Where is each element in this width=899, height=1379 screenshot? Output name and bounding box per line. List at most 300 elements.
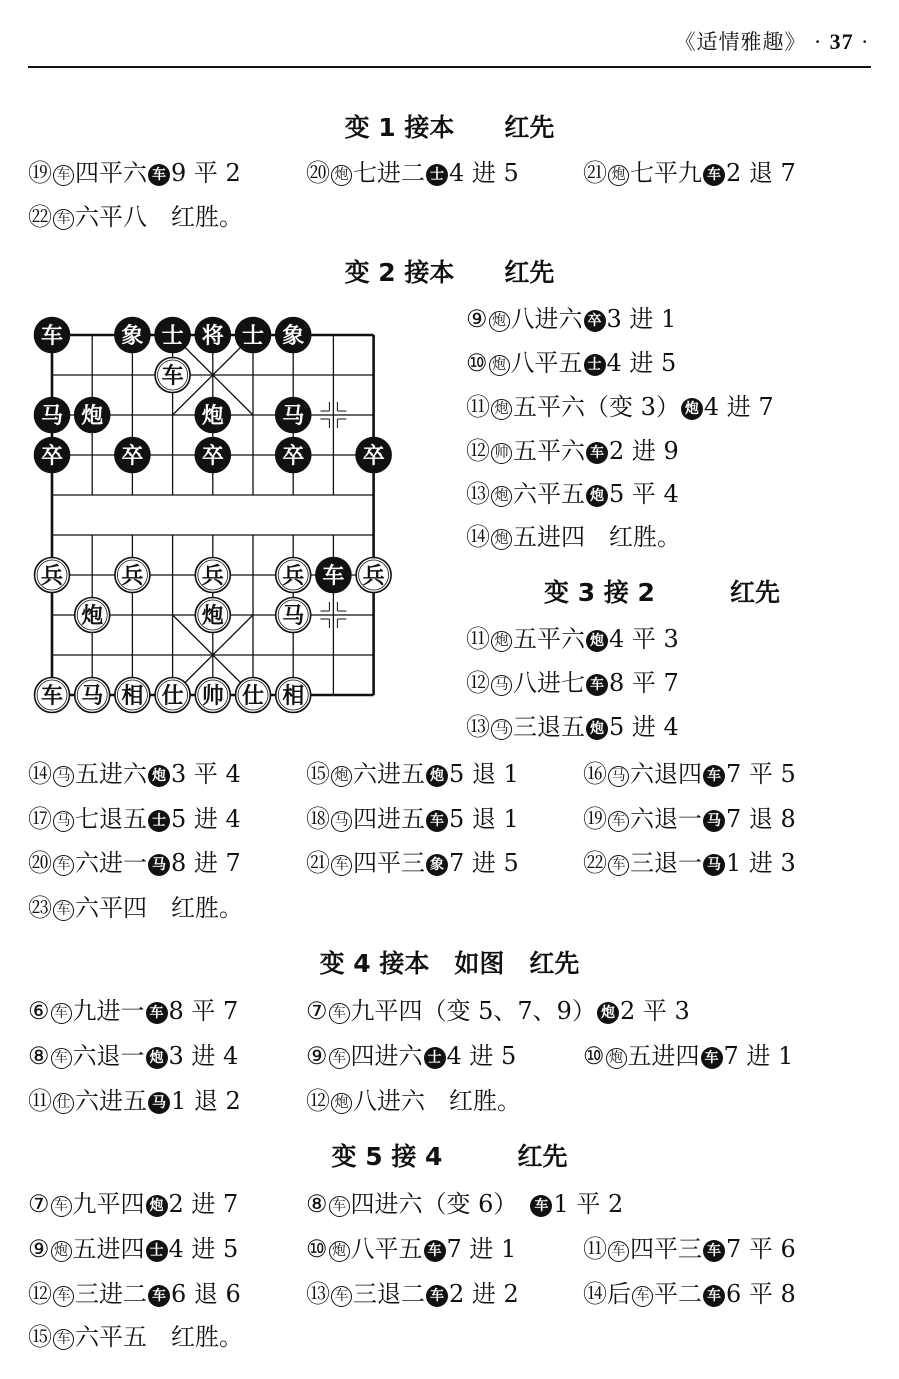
move-number: ⑪: [28, 1087, 52, 1115]
move-reply: 8 平 7: [168, 997, 239, 1025]
black-piece-icon: 车: [701, 1047, 723, 1069]
red-piece-icon: 马: [608, 766, 629, 787]
move-number: ⑥: [28, 997, 50, 1025]
move-line: [28, 1322, 243, 1352]
black-piece-icon: 炮: [597, 1002, 619, 1024]
red-piece-相: [115, 678, 150, 713]
move-text: 五进四: [72, 1235, 145, 1263]
black-piece-icon: 卒: [584, 310, 606, 332]
move-reply: 9 平 2: [171, 159, 241, 187]
move-entry: [306, 804, 583, 834]
move-text: 六进五: [75, 1087, 147, 1115]
move-number: ⑪: [583, 1235, 607, 1263]
move-line: [28, 1041, 793, 1071]
black-piece-icon: 炮: [426, 765, 448, 787]
move-text: 八进六: [510, 305, 583, 333]
red-piece-icon: 车: [608, 811, 629, 832]
move-reply: 8 平 7: [609, 669, 679, 697]
move-number: ⑨: [466, 305, 488, 333]
move-number: ⑮: [28, 1323, 52, 1351]
red-piece-兵: [35, 558, 70, 593]
red-piece-icon: 炮: [491, 399, 512, 420]
red-piece-icon: 马: [53, 766, 74, 787]
move-text: 八进七: [513, 669, 585, 697]
red-piece-兵: [115, 558, 150, 593]
move-number: ⑳: [28, 849, 52, 877]
black-piece-icon: 车: [703, 164, 725, 186]
move-number: ⑧: [28, 1042, 50, 1070]
chess-board-diagram: [28, 310, 406, 726]
move-entry: [583, 158, 796, 188]
red-piece-相: [276, 678, 311, 713]
red-piece-车: [155, 358, 190, 393]
move-reply: 5 进 4: [609, 713, 679, 741]
move-number: ⑬: [466, 713, 490, 741]
black-piece-马: [35, 398, 70, 433]
black-piece-icon: 炮: [148, 765, 170, 787]
move-line: [28, 759, 796, 789]
move-text: 六退四: [630, 760, 702, 788]
move-reply: 2 进 7: [168, 1190, 239, 1218]
red-piece-icon: 马: [53, 811, 74, 832]
move-line: [466, 436, 679, 466]
move-line: [28, 1189, 623, 1219]
move-entry: [28, 1189, 306, 1219]
red-piece-icon: 炮: [329, 1241, 350, 1262]
red-piece-icon: 炮: [491, 631, 512, 652]
piece-label: 马: [40, 404, 64, 429]
move-reply: 1 退 2: [171, 1087, 241, 1115]
red-piece-仕: [155, 678, 190, 713]
move-text: 七退五: [75, 805, 147, 833]
move-text: 九平四（变 5、7、9）: [350, 997, 596, 1025]
move-entry: [466, 624, 679, 654]
black-piece-卒: [35, 438, 70, 473]
black-piece-icon: 炮: [586, 718, 608, 740]
piece-label: 卒: [40, 444, 64, 469]
black-piece-icon: 车: [586, 674, 608, 696]
piece-label: 象: [121, 324, 144, 349]
move-number: ⑨: [28, 1235, 50, 1263]
move-text: 六平四 红胜。: [75, 894, 243, 922]
piece-label: 兵: [121, 564, 144, 589]
red-piece-icon: 车: [331, 1286, 352, 1307]
red-piece-icon: 车: [632, 1286, 653, 1307]
red-piece-帅: [195, 678, 230, 713]
red-piece-icon: 炮: [331, 766, 352, 787]
move-entry: [28, 1279, 306, 1309]
move-text: 五进四: [627, 1042, 700, 1070]
move-text: 五平六（变 3）: [513, 393, 680, 421]
move-entry: [306, 996, 690, 1026]
variation-title: 变 4 接本 如图 红先: [319, 949, 580, 978]
move-text: 五平六: [513, 625, 585, 653]
red-piece-icon: 炮: [331, 165, 352, 186]
piece-label: 将: [201, 324, 224, 349]
black-piece-士: [155, 318, 190, 353]
red-piece-icon: 车: [53, 209, 74, 230]
variation-title: 变 3 接 2 红先: [544, 578, 780, 607]
move-line: [466, 304, 676, 334]
move-number: ⑩: [583, 1042, 605, 1070]
move-entry: [583, 848, 796, 878]
piece-label: 卒: [201, 444, 224, 469]
red-piece-icon: 马: [491, 719, 512, 740]
move-line: [466, 348, 676, 378]
move-entry: [466, 522, 681, 552]
move-line: [28, 202, 243, 232]
move-number: ⑯: [583, 760, 607, 788]
move-entry: [583, 1041, 793, 1071]
move-text: 六平八 红胜。: [75, 203, 243, 231]
black-piece-卒: [115, 438, 150, 473]
red-piece-兵: [195, 558, 230, 593]
move-number: ㉓: [28, 894, 52, 922]
move-text: 三退五: [513, 713, 585, 741]
move-line: [466, 668, 679, 698]
move-number: ⑫: [306, 1087, 330, 1115]
move-number: ⑲: [28, 159, 52, 187]
move-reply: 4 平 3: [609, 625, 679, 653]
red-piece-icon: 帅: [491, 443, 512, 464]
move-entry: [28, 848, 306, 878]
black-piece-icon: 士: [426, 164, 448, 186]
header-rule: [28, 66, 871, 68]
move-entry: [28, 202, 243, 232]
move-number: ⑬: [306, 1280, 330, 1308]
black-piece-车: [35, 318, 70, 353]
variation-title: 变 5 接 4 红先: [331, 1142, 568, 1171]
red-piece-icon: 炮: [491, 529, 512, 550]
move-number: ⑱: [306, 805, 330, 833]
move-reply: 2 进 2: [449, 1280, 519, 1308]
piece-label: 卒: [282, 444, 305, 469]
move-line: [28, 1086, 521, 1116]
piece-label: 马: [81, 684, 104, 709]
move-reply: 6 退 6: [171, 1280, 241, 1308]
piece-label: 兵: [201, 564, 224, 589]
move-entry: [306, 759, 583, 789]
move-text: 六平五: [513, 480, 585, 508]
move-entry: [28, 759, 306, 789]
move-text: 四进六（变 6）: [350, 1190, 530, 1218]
piece-label: 炮: [81, 404, 104, 429]
red-piece-icon: 车: [608, 1241, 629, 1262]
move-reply: 2 平 3: [619, 997, 690, 1025]
red-piece-icon: 炮: [606, 1048, 627, 1069]
red-piece-icon: 仕: [53, 1093, 74, 1114]
black-piece-象: [276, 318, 311, 353]
piece-label: 士: [161, 324, 184, 349]
move-text: 五进四 红胜。: [513, 523, 681, 551]
move-number: ⑪: [466, 625, 490, 653]
move-line: [28, 158, 796, 188]
red-piece-icon: 车: [53, 900, 74, 921]
piece-label: 炮: [201, 404, 224, 429]
move-text: 四进六: [350, 1042, 423, 1070]
piece-label: 相: [121, 684, 144, 709]
book-title: 《适情雅趣》: [674, 30, 807, 54]
move-line: [28, 1279, 796, 1309]
move-reply: 3 进 4: [168, 1042, 239, 1070]
black-piece-卒: [195, 438, 230, 473]
move-text: 七平九: [630, 159, 702, 187]
black-piece-马: [276, 398, 311, 433]
black-piece-icon: 炮: [146, 1047, 168, 1069]
move-reply: 7 平 5: [726, 760, 796, 788]
piece-label: 马: [282, 404, 305, 429]
move-line: [28, 1234, 796, 1264]
move-number: ⑧: [306, 1190, 328, 1218]
red-piece-炮: [75, 598, 110, 633]
piece-label: 仕: [241, 684, 265, 709]
piece-label: 车: [40, 684, 64, 709]
red-piece-icon: 炮: [489, 311, 510, 332]
move-reply: 4 进 5: [606, 349, 677, 377]
move-text: 四平三: [630, 1235, 702, 1263]
move-text: 六进五: [353, 760, 425, 788]
move-entry: [28, 158, 306, 188]
red-piece-icon: 车: [329, 1003, 350, 1024]
red-piece-icon: 炮: [489, 355, 510, 376]
move-number: ⑲: [583, 805, 607, 833]
move-prefix: 后: [607, 1280, 631, 1308]
move-entry: [306, 1086, 521, 1116]
black-piece-icon: 士: [148, 810, 170, 832]
black-piece-icon: 马: [703, 854, 725, 876]
move-number: ㉑: [583, 159, 607, 187]
move-entry: [306, 1189, 623, 1219]
move-line: [466, 479, 679, 509]
move-number: ⑫: [466, 669, 490, 697]
move-number: ㉒: [28, 203, 52, 231]
move-entry: [28, 1086, 306, 1116]
black-piece-icon: 车: [426, 1285, 448, 1307]
move-number: ⑭: [28, 760, 52, 788]
move-number: ㉒: [583, 849, 607, 877]
move-entry: [306, 1234, 583, 1264]
move-line: [28, 804, 796, 834]
black-piece-将: [195, 318, 230, 353]
red-piece-icon: 炮: [331, 1093, 352, 1114]
move-entry: [466, 392, 774, 422]
move-entry: [306, 848, 583, 878]
move-line: [466, 392, 774, 422]
move-text: 七进二: [353, 159, 425, 187]
black-piece-象: [115, 318, 150, 353]
move-reply: 1 进 3: [726, 849, 796, 877]
move-reply: 5 退 1: [449, 805, 519, 833]
black-piece-icon: 炮: [586, 630, 608, 652]
black-piece-icon: 车: [148, 164, 170, 186]
move-number: ⑨: [306, 1042, 328, 1070]
move-entry: [306, 1041, 583, 1071]
red-piece-仕: [236, 678, 271, 713]
move-line: [28, 848, 796, 878]
piece-label: 帅: [201, 684, 224, 709]
move-entry: [28, 804, 306, 834]
move-line: [28, 893, 243, 923]
red-piece-马: [75, 678, 110, 713]
black-piece-icon: 士: [584, 354, 606, 376]
move-number: ⑦: [306, 997, 328, 1025]
red-piece-icon: 车: [51, 1003, 72, 1024]
piece-label: 炮: [201, 604, 224, 629]
page-number: 37: [829, 29, 854, 54]
red-piece-icon: 车: [53, 855, 74, 876]
move-entry: [466, 479, 679, 509]
red-piece-icon: 车: [53, 165, 74, 186]
red-piece-马: [276, 598, 311, 633]
move-entry: [28, 893, 243, 923]
piece-label: 相: [282, 684, 305, 709]
move-entry: [466, 348, 676, 378]
black-piece-icon: 马: [148, 1092, 170, 1114]
move-reply: 3 平 4: [171, 760, 241, 788]
black-piece-卒: [356, 438, 391, 473]
move-number: ⑩: [466, 349, 488, 377]
move-number: ⑬: [466, 480, 490, 508]
move-entry: [306, 1279, 583, 1309]
piece-label: 兵: [362, 564, 385, 589]
piece-label: 车: [40, 324, 64, 349]
move-number: ⑫: [28, 1280, 52, 1308]
red-piece-兵: [276, 558, 311, 593]
move-entry: [583, 804, 796, 834]
move-number: ㉑: [306, 849, 330, 877]
black-piece-icon: 车: [703, 1240, 725, 1262]
move-reply: 7 进 1: [446, 1235, 517, 1263]
move-line: [466, 624, 679, 654]
move-text: 五进六: [75, 760, 147, 788]
move-text: 三进二: [75, 1280, 147, 1308]
black-piece-icon: 车: [148, 1285, 170, 1307]
move-entry: [583, 1279, 796, 1309]
move-reply: 4 进 5: [449, 159, 519, 187]
move-reply: 4 进 5: [446, 1042, 517, 1070]
black-piece-士: [236, 318, 271, 353]
move-number: ⑦: [28, 1190, 50, 1218]
move-reply: 7 退 8: [726, 805, 796, 833]
move-number: ⑰: [28, 805, 52, 833]
move-text: 六退一: [630, 805, 702, 833]
move-reply: 5 进 4: [171, 805, 241, 833]
piece-label: 车: [322, 564, 345, 589]
move-reply: 1 平 2: [553, 1190, 624, 1218]
piece-label: 马: [282, 604, 305, 629]
black-piece-icon: 车: [424, 1240, 446, 1262]
red-piece-icon: 车: [51, 1196, 72, 1217]
black-piece-卒: [276, 438, 311, 473]
move-text: 三退一: [630, 849, 702, 877]
move-text: 六退一: [72, 1042, 145, 1070]
move-text: 三退二: [353, 1280, 425, 1308]
running-header: 《适情雅趣》 · 37 ·: [674, 29, 869, 54]
move-number: ⑮: [306, 760, 330, 788]
move-reply: 6 平 8: [726, 1280, 796, 1308]
move-line: [466, 712, 679, 742]
move-entry: [466, 436, 679, 466]
black-piece-icon: 炮: [586, 485, 608, 507]
move-entry: [306, 158, 583, 188]
black-piece-icon: 车: [703, 765, 725, 787]
variation-title: 变 1 接本 红先: [344, 113, 555, 142]
red-piece-兵: [356, 558, 391, 593]
red-piece-icon: 车: [53, 1329, 74, 1350]
move-reply: 5 退 1: [449, 760, 519, 788]
move-text: 八平五: [350, 1235, 423, 1263]
red-piece-icon: 炮: [51, 1241, 72, 1262]
red-piece-炮: [195, 598, 230, 633]
red-piece-icon: 车: [51, 1048, 72, 1069]
move-text: 四平六: [75, 159, 147, 187]
black-piece-车: [316, 558, 351, 593]
piece-label: 仕: [161, 684, 184, 709]
piece-label: 士: [241, 324, 265, 349]
move-number: ⑭: [466, 523, 490, 551]
red-piece-icon: 车: [331, 855, 352, 876]
move-entry: [28, 1234, 306, 1264]
move-reply: 4 进 7: [703, 393, 774, 421]
move-reply: 2 进 9: [609, 437, 679, 465]
move-text: 平二: [654, 1280, 702, 1308]
move-number: ⑪: [466, 393, 490, 421]
red-piece-icon: 车: [608, 855, 629, 876]
move-entry: [28, 996, 306, 1026]
piece-label: 卒: [121, 444, 144, 469]
move-reply: 7 进 1: [723, 1042, 794, 1070]
black-piece-icon: 车: [146, 1002, 168, 1024]
move-reply: 7 进 5: [449, 849, 519, 877]
move-reply: 4 进 5: [168, 1235, 239, 1263]
move-text: 九平四: [72, 1190, 145, 1218]
black-piece-icon: 车: [530, 1195, 552, 1217]
move-entry: [583, 1234, 796, 1264]
move-reply: 8 进 7: [171, 849, 241, 877]
move-number: ⑭: [583, 1280, 607, 1308]
red-piece-icon: 炮: [608, 165, 629, 186]
move-entry: [466, 304, 676, 334]
move-reply: 3 进 1: [606, 305, 677, 333]
black-piece-icon: 炮: [146, 1195, 168, 1217]
move-reply: 2 退 7: [726, 159, 796, 187]
red-piece-icon: 车: [53, 1286, 74, 1307]
red-piece-车: [35, 678, 70, 713]
black-piece-icon: 车: [586, 442, 608, 464]
piece-label: 卒: [362, 444, 385, 469]
move-entry: [28, 1322, 243, 1352]
move-entry: [28, 1041, 306, 1071]
red-piece-icon: 炮: [491, 486, 512, 507]
red-piece-icon: 马: [331, 811, 352, 832]
black-piece-icon: 炮: [681, 398, 703, 420]
move-number: ⑩: [306, 1235, 328, 1263]
move-text: 六平五 红胜。: [75, 1323, 243, 1351]
black-piece-icon: 象: [426, 854, 448, 876]
black-piece-icon: 车: [703, 1285, 725, 1307]
move-line: [466, 522, 681, 552]
piece-label: 炮: [81, 604, 104, 629]
move-text: 八平五: [510, 349, 583, 377]
move-entry: [466, 668, 679, 698]
black-piece-icon: 士: [146, 1240, 168, 1262]
move-number: ⑳: [306, 159, 330, 187]
move-reply: 5 平 4: [609, 480, 679, 508]
piece-label: 车: [161, 364, 184, 389]
variation-title: 变 2 接本 红先: [344, 258, 555, 287]
move-line: [28, 996, 690, 1026]
move-text: 六进一: [75, 849, 147, 877]
